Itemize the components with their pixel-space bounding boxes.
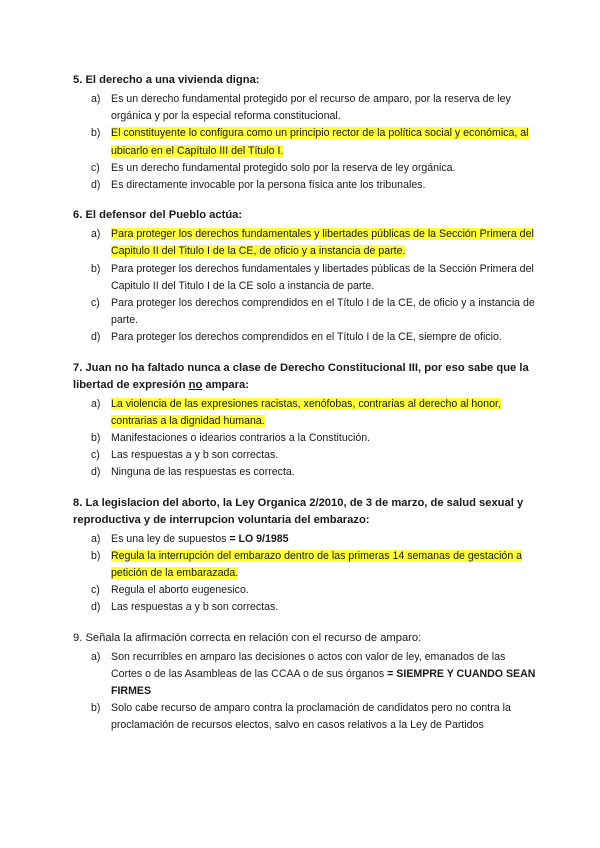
option-text: [111, 430, 536, 447]
option-text: [111, 649, 536, 701]
question-title: 8. La legislacion del aborto, la Ley Organica 2/2010, de 3 de marzo, de salud sexual y reproductiva y de interrupcion voluntaria del embarazo:: [73, 496, 524, 526]
option-b: [73, 261, 536, 295]
highlighted-answer: El constituyente lo configura como un principio rector de la política social y económica, al ubicarlo en el Capítulo III del Título I.: [111, 127, 529, 157]
option-text-content: Ninguna de las respuestas es correcta.: [111, 466, 295, 479]
option-letter: c): [91, 297, 100, 310]
option-letter: b): [91, 549, 101, 562]
option-text-content: Manifestaciones o idearios contrarios a la Constitución.: [111, 432, 371, 445]
option-letter: c): [91, 449, 100, 462]
option-letter: a): [91, 93, 101, 105]
option-text-content: Para proteger los derechos comprendidos en el Título I de la CE, siempre de oficio.: [111, 331, 502, 344]
option-text-content: Es un derecho fundamental protegido por el recurso de amparo, por la reserva de ley orgánica y por la especial reforma constitucional.: [111, 93, 511, 123]
option-text-content: Es un derecho fundamental protegido solo por la reserva de ley orgánica.: [111, 161, 456, 174]
option-d: [73, 329, 536, 346]
option-text: [111, 700, 536, 734]
option-text: [111, 177, 536, 194]
option-text: [111, 582, 536, 599]
option-list: [73, 396, 536, 482]
option-b: [73, 700, 536, 734]
option-a: [73, 91, 536, 125]
option-c: [73, 295, 536, 329]
option-list: [73, 91, 536, 194]
option-text-content: Para proteger los derechos fundamentales y libertades públicas de la Sección Primera del Capitulo II del Titulo I de la CE solo a instancia de parte.: [111, 262, 534, 292]
option-letter: b): [91, 702, 101, 715]
option-c: [73, 447, 536, 464]
option-letter: c): [91, 584, 100, 597]
question-6: [73, 207, 536, 346]
question-8: [73, 495, 536, 617]
option-text-content: Las respuestas a y b son correctas.: [111, 601, 279, 614]
option-b: [73, 430, 536, 447]
option-letter: a): [91, 397, 101, 410]
option-a: [73, 649, 536, 701]
option-c: [73, 160, 536, 177]
question-9: [73, 630, 536, 735]
option-text-content: Es directamente invocable por la persona física ante los tribunales.: [111, 179, 426, 192]
option-b: [73, 125, 536, 159]
option-list: [73, 649, 536, 735]
option-text: [111, 396, 536, 430]
option-c: [73, 582, 536, 599]
option-letter: c): [91, 161, 100, 174]
answer-note: = SIEMPRE Y CUANDO SEAN FIRMES: [111, 667, 536, 698]
highlighted-answer: La violencia de las expresiones racistas, xenófobas, contrarias al derecho al honor, contrarias a la dignidad humana.: [111, 397, 501, 427]
option-letter: d): [91, 466, 101, 479]
option-a: [73, 396, 536, 430]
option-text-content: Las respuestas a y b son correctas.: [111, 449, 279, 462]
option-text-content: Es una ley de supuestos: [111, 532, 227, 545]
option-list: [73, 226, 536, 346]
highlighted-answer: Para proteger los derechos fundamentales y libertades públicas de la Sección Primera del Capitulo II del Titulo I de la CE, de oficio y a instancia de parte.: [111, 228, 534, 258]
option-text: [111, 295, 536, 329]
option-a: [73, 226, 536, 260]
option-text: [111, 531, 536, 548]
option-letter: b): [91, 432, 101, 445]
option-text: [111, 261, 536, 295]
question-title-underlined: no: [188, 378, 203, 391]
option-letter: a): [91, 650, 101, 663]
option-text: [111, 226, 536, 260]
option-text: [111, 125, 536, 159]
question-title-end: ampara:: [202, 378, 249, 391]
question-title-start: 7. Juan no ha faltado nunca a clase de Derecho Constitucional III, por eso sabe que la libertad de expresión: [73, 361, 529, 391]
highlighted-answer: Regula la interrupción del embarazo dentro de las primeras 14 semanas de gestación a petición de la embarazada.: [111, 549, 523, 580]
option-letter: b): [91, 127, 101, 140]
option-text: [111, 599, 536, 616]
question-5: [73, 72, 536, 194]
option-list: [73, 531, 536, 617]
question-title: 9. Señala la afirmación correcta en relación con el recurso de amparo:: [73, 631, 422, 644]
option-text-content: Regula el aborto eugenesico.: [111, 584, 249, 597]
question-title: 5. El derecho a una vivienda digna:: [73, 74, 260, 86]
option-text: [111, 329, 536, 346]
option-d: [73, 599, 536, 616]
option-text-content: Son recurribles en amparo las decisiones o actos con valor de ley, emanados de las Cortes o de las Asambleas de las CCAA o de sus órganos: [111, 650, 506, 680]
option-b: [73, 548, 536, 582]
answer-note: = LO 9/1985: [226, 532, 289, 545]
question-7: [73, 360, 536, 482]
option-text-content: Solo cabe recurso de amparo contra la proclamación de candidatos pero no contra la proclamación de recursos electos, salvo en casos relativos a la Ley de Partidos: [111, 702, 511, 732]
question-title: 6. El defensor del Pueblo actúa:: [73, 209, 243, 222]
option-a: [73, 531, 536, 548]
option-letter: d): [91, 601, 101, 614]
option-text: [111, 160, 536, 177]
option-letter: d): [91, 331, 101, 344]
option-d: [73, 464, 536, 481]
option-letter: b): [91, 262, 101, 275]
option-text: [111, 548, 536, 582]
question-title: [73, 360, 536, 394]
option-text: [111, 464, 536, 481]
option-letter: d): [91, 179, 101, 192]
option-d: [73, 177, 536, 194]
option-text: [111, 91, 536, 125]
option-text: [111, 447, 536, 464]
option-text-content: Para proteger los derechos comprendidos en el Título I de la CE, de oficio y a instancia de parte.: [111, 297, 535, 327]
option-letter: a): [91, 228, 101, 241]
option-letter: a): [91, 532, 101, 545]
